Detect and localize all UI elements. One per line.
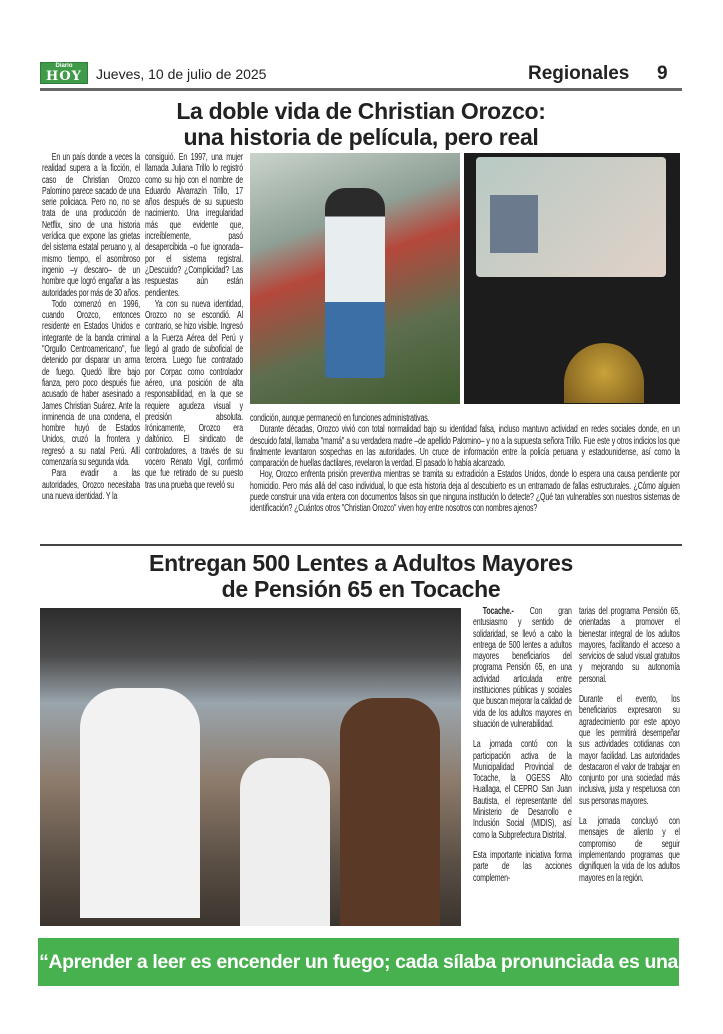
dateline: Tocache.- (482, 606, 514, 617)
photo-eye-exam-event (40, 608, 461, 926)
issue-date: Jueves, 10 de julio de 2025 (96, 66, 267, 82)
emblem (564, 343, 644, 403)
title-line: de Pensión 65 en Tocache (221, 576, 501, 602)
paragraph-text: Con gran entusiasmo y sentido de solidaridad, se llevó a cabo la entrega de 500 lentes a adultos mayores beneficiarios del programa Pensión 65, en una actividad articulada entre instituciones públicas y sociales que buscan mejorar la calidad de vida de los adultos mayores en situación de vulnerabilidad. (473, 606, 572, 730)
paragraph: Hoy, Orozco enfrenta prisión preventiva mientras se tramita su extradición a Estados Unidos, donde lo espera una causa pendiente por homicidio. Pero más allá del caso individual, lo que esta historia deja al descubierto es un entramado de fallas estructurales. ¿Cómo alguien puede construir una vida entera con documentos falsos sin que ninguna institución lo detecte? ¿Qué tan vulnerables son nuestros sistemas de identificación? ¿Cuántos otros "Christian Orozco" viven hoy entre nosotros con nombres ajenos? (250, 469, 680, 515)
title-line: una historia de película, pero real (183, 124, 539, 150)
paragraph (473, 606, 572, 730)
paragraph: consiguió. En 1997, una mujer llamada Juliana Trillo lo registró como su hijo con el nombre de Eduardo Alvarrazín Trillo, 17 años después de su supuesto nacimiento. Una irregularidad más que evidente que, increíblemente, pasó desapercibida –o fue ignorada– por el sistema registral. ¿Descuido? ¿Complicidad? Las respuestas aún están pendientes. (145, 152, 243, 299)
seated-man (240, 758, 330, 926)
paragraph: Ya con su nueva identidad, Orozco no se escondió. Al contrario, se hizo visible. Ingresó a la Fuerza Aérea del Perú y llegó al grado de suboficial de tercera. Luego fue contratado por Corpac como controlador aéreo, una posición de alta responsabilidad, en la que se requiere agudeza visual y precisión absoluta. Irónicamente, Orozco era daltónico. El sindicato de controladores, a través de su vocero Renato Vigil, confirmó que fue retirado de su puesto tras una prueba que reveló su (145, 298, 243, 491)
id-card (476, 157, 666, 277)
article1-wide-text (250, 413, 680, 515)
article2-column-2 (579, 606, 680, 893)
article2-column-1 (473, 606, 572, 893)
article2-title (40, 550, 682, 602)
paragraph: En un país donde a veces la realidad supera a la ficción, el caso de Christian Orozco Palomino parece sacado de una serie policiaca. Pero no, no se trata de una producción de Netflix, sino de una historia verídica que expone las grietas del sistema estatal peruano y, al mismo tiempo, el asombroso ingenio –y descaro– de un hombre que logró engañar a las autoridades por más de 30 años. (42, 152, 141, 299)
article1-column-1 (42, 152, 140, 502)
logo-big-text: HOY (46, 69, 82, 84)
section-name: Regionales (528, 63, 630, 84)
diario-hoy-logo (40, 62, 88, 84)
paragraph: Durante décadas, Orozco vivió con total normalidad bajo su identidad falsa, incluso mantuvo actividad en redes sociales donde, en un descuido fatal, llamaba "mamá" a su verdadera madre –de apellido Palomino– y no a la supuesta señora Trillo. Fue este y otros indicios los que finalmente levantaron sospechas en las autoridades. Un cruce de información entre la policía peruana y estadounidense, así como la comparación de huellas dactilares, revelaron la verdad. El pasado lo había alcanzado. (250, 424, 680, 470)
quote-banner: “Aprender a leer es encender un fuego; cada sílaba pronunciada es una chispa”. (38, 938, 679, 986)
paragraph: La jornada contó con la participación activa de la Municipalidad Provincial de Tocache, la OGESS Alto Huallaga, el CEPRO San Juan Bautista, el representante del Ministerio de Desarrollo e Inclusión Social (MIDIS), así como la Subprefectura Distrital. (473, 739, 572, 841)
photo-id-card (464, 153, 680, 404)
woman-brown-jacket (340, 698, 440, 926)
paragraph: tarias del programa Pensión 65, orientadas a promover el bienestar integral de los adultos mayores, facilitando el acceso a servicios de salud visual gratuitos y mejorando su autonomía personal. (579, 606, 680, 685)
title-line: La doble vida de Christian Orozco: (176, 98, 546, 124)
paragraph: condición, aunque permaneció en funciones administrativas. (250, 413, 430, 424)
title-line: Entregan 500 Lentes a Adultos Mayores (149, 550, 573, 576)
article-separator (40, 544, 682, 546)
paragraph: La jornada concluyó con mensajes de aliento y el compromiso de seguir implementando programas que dignifiquen la vida de los adultos mayores en la región. (579, 816, 680, 884)
id-photo (490, 195, 538, 253)
paragraph: Para evadir a las autoridades, Orozco necesitaba una nueva identidad. Y la (42, 468, 140, 502)
person-figure (325, 188, 385, 378)
paragraph: Esta importante iniciativa forma parte de las acciones complemen- (473, 849, 572, 884)
page-number: 9 (657, 63, 668, 84)
paragraph: Durante el evento, los beneficiarios expresaron su agradecimiento por este apoyo que les permitirá desempeñar sus actividades cotidianas con mayor facilidad. Las autoridades destacaron el valor de trabajar en conjunto por una sociedad más inclusiva, justa y respetuosa con sus personas mayores. (579, 694, 680, 807)
article1-column-2 (145, 152, 243, 491)
paragraph: Todo comenzó en 1996, cuando Orozco, entonces residente en Estados Unidos e integrante de la banda criminal "Orgullo Centroamericano", fue detenido por disparar un arma de fuego. Quedó libre bajo fianza, pero poco después fue acusado de haber asesinado a James Christian Suárez. Ante la inminencia de una condena, el hombre huyó de Estados Unidos, cruzó la frontera y regresó a su natal Perú. Allí comenzaría su segunda vida. (42, 298, 140, 469)
person-white-shirt (80, 688, 200, 918)
logo-small-text: Diario (55, 63, 73, 69)
header-rule (40, 88, 682, 91)
photo-orozco-phone (250, 153, 460, 404)
article1-title (40, 98, 682, 150)
